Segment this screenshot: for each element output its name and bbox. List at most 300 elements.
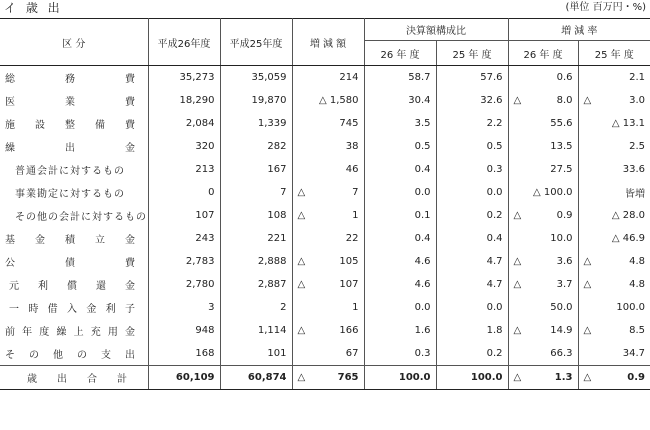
cell-h26-value: 0 xyxy=(208,187,215,198)
cell-comp26-value: 100.0 xyxy=(398,372,431,383)
cell-rate25-value: 2.1 xyxy=(629,72,646,83)
cell-rate26 xyxy=(508,250,578,273)
label-char: 歳 xyxy=(27,374,37,385)
cell-h26-value: 2,783 xyxy=(185,256,215,267)
cell-change xyxy=(292,227,364,250)
label-char: 前 xyxy=(5,327,15,338)
cell-rate26 xyxy=(508,112,578,135)
label-char: 出 xyxy=(65,143,75,154)
table-row xyxy=(0,342,650,366)
cell-h26-value: 320 xyxy=(195,141,215,152)
label-char: 業 xyxy=(65,97,75,108)
header-rate25: 25 年 度 xyxy=(578,41,650,66)
header-comp25: 25 年 度 xyxy=(436,41,508,66)
cell-h25-value: 2,888 xyxy=(257,256,287,267)
cell-comp26-value: 0.0 xyxy=(414,302,431,313)
label-char: 利 xyxy=(105,304,116,315)
cell-change xyxy=(292,204,364,227)
cell-rate25-mark: △ xyxy=(583,325,592,336)
cell-comp26 xyxy=(364,112,436,135)
header-category: 区 分 xyxy=(0,19,148,66)
cell-rate26 xyxy=(508,66,578,90)
cell-rate25-value: 33.6 xyxy=(622,164,646,175)
table-row xyxy=(0,204,650,227)
cell-h25-value: 35,059 xyxy=(251,72,287,83)
row-label-text xyxy=(5,370,127,385)
cell-comp25 xyxy=(436,342,508,366)
cell-h26 xyxy=(148,204,220,227)
cell-rate26 xyxy=(508,135,578,158)
cell-rate26 xyxy=(508,273,578,296)
row-label xyxy=(0,366,148,390)
label-char: 金 xyxy=(125,281,135,292)
cell-change-value: 22 xyxy=(345,233,359,244)
cell-h26-value: 35,273 xyxy=(179,72,215,83)
cell-rate25-mark: △ xyxy=(583,256,592,267)
cell-comp25 xyxy=(436,204,508,227)
cell-h25-value: 2 xyxy=(280,302,287,313)
header-rate: 増 減 率 xyxy=(508,19,650,41)
label-char: の xyxy=(29,350,39,361)
cell-rate25-value: △ 28.0 xyxy=(611,210,646,221)
cell-h25 xyxy=(220,296,292,319)
cell-h26-value: 107 xyxy=(195,210,215,221)
row-label xyxy=(0,135,148,158)
cell-h26-value: 60,109 xyxy=(175,372,215,383)
cell-comp25-value: 0.3 xyxy=(486,164,503,175)
cell-comp25 xyxy=(436,319,508,342)
label-char: 基 xyxy=(5,235,15,246)
cell-comp26 xyxy=(364,181,436,204)
cell-h26 xyxy=(148,342,220,366)
cell-h26 xyxy=(148,89,220,112)
cell-change-mark: △ xyxy=(297,256,306,267)
cell-rate25-value: 皆増 xyxy=(625,189,646,200)
cell-rate25-value: 0.9 xyxy=(627,372,646,383)
cell-h26 xyxy=(148,181,220,204)
cell-h26 xyxy=(148,296,220,319)
header-rate26: 26 年 度 xyxy=(508,41,578,66)
cell-rate26-value: △ 100.0 xyxy=(533,187,573,198)
row-label xyxy=(0,89,148,112)
cell-h25-value: 60,874 xyxy=(247,372,287,383)
label-char: 債 xyxy=(65,258,75,269)
row-label xyxy=(0,227,148,250)
cell-comp25-value: 100.0 xyxy=(470,372,503,383)
label-char: 施 xyxy=(5,120,15,131)
row-label-text xyxy=(5,323,135,338)
cell-change-value: 46 xyxy=(345,164,359,175)
cell-comp26-value: 58.7 xyxy=(408,72,431,83)
cell-rate25-mark: △ xyxy=(583,279,592,290)
cell-h26-value: 168 xyxy=(195,348,215,359)
label-char: 時 xyxy=(28,304,39,315)
label-char: 借 xyxy=(47,304,58,315)
label-char: 計 xyxy=(117,374,127,385)
cell-comp25 xyxy=(436,158,508,181)
cell-change xyxy=(292,89,364,112)
cell-h26 xyxy=(148,273,220,296)
cell-comp26 xyxy=(364,366,436,390)
row-label xyxy=(0,296,148,319)
cell-comp25-value: 0.5 xyxy=(486,141,503,152)
cell-comp25 xyxy=(436,112,508,135)
cell-h25-value: 101 xyxy=(267,348,287,359)
cell-comp26 xyxy=(364,135,436,158)
cell-h25-value: 2,887 xyxy=(257,279,287,290)
cell-h25 xyxy=(220,112,292,135)
cell-rate25 xyxy=(578,319,650,342)
cell-change xyxy=(292,250,364,273)
label-char: 金 xyxy=(125,143,135,154)
cell-h26 xyxy=(148,319,220,342)
cell-rate26-value: 66.3 xyxy=(550,348,573,359)
cell-change-value: 38 xyxy=(345,141,359,152)
row-label xyxy=(0,250,148,273)
row-label-text xyxy=(5,93,135,108)
label-char: 支 xyxy=(101,350,111,361)
cell-h25-value: 1,114 xyxy=(257,325,287,336)
cell-rate26 xyxy=(508,158,578,181)
row-label xyxy=(0,342,148,366)
cell-rate25 xyxy=(578,342,650,366)
cell-rate26 xyxy=(508,204,578,227)
cell-rate26-mark: △ xyxy=(513,95,522,106)
cell-rate26 xyxy=(508,89,578,112)
table-row xyxy=(0,135,650,158)
table-row xyxy=(0,319,650,342)
cell-change-value: 105 xyxy=(339,256,359,267)
cell-h25 xyxy=(220,66,292,90)
cell-h26-value: 948 xyxy=(195,325,215,336)
table-row xyxy=(0,112,650,135)
cell-comp25 xyxy=(436,227,508,250)
cell-h25-value: 19,870 xyxy=(251,95,287,106)
cell-comp26-value: 0.3 xyxy=(414,348,431,359)
cell-change xyxy=(292,135,364,158)
cell-comp26 xyxy=(364,227,436,250)
table-row xyxy=(0,89,650,112)
cell-comp26-value: 1.6 xyxy=(414,325,431,336)
cell-h26-value: 2,780 xyxy=(185,279,215,290)
cell-change-mark: △ xyxy=(297,372,306,383)
cell-h26 xyxy=(148,227,220,250)
cell-comp25 xyxy=(436,273,508,296)
row-label-text xyxy=(5,231,135,246)
cell-rate25-mark: △ xyxy=(583,95,592,106)
row-label-text xyxy=(5,277,135,292)
cell-comp25-value: 0.0 xyxy=(486,302,503,313)
label-char: 費 xyxy=(125,258,135,269)
label-char: 出 xyxy=(57,374,67,385)
cell-rate25 xyxy=(578,250,650,273)
cell-change-mark: △ xyxy=(297,279,306,290)
label-char: 備 xyxy=(95,120,105,131)
cell-change xyxy=(292,319,364,342)
cell-comp26 xyxy=(364,296,436,319)
cell-h25 xyxy=(220,319,292,342)
cell-rate25-value: 8.5 xyxy=(629,325,646,336)
cell-h26 xyxy=(148,135,220,158)
cell-change xyxy=(292,273,364,296)
cell-h26 xyxy=(148,366,220,390)
cell-comp25-value: 4.7 xyxy=(486,279,503,290)
cell-comp26 xyxy=(364,273,436,296)
cell-rate25 xyxy=(578,227,650,250)
header-comp26: 26 年 度 xyxy=(364,41,436,66)
row-label-text xyxy=(5,116,135,131)
label-char: 医 xyxy=(5,97,15,108)
table-row xyxy=(0,181,650,204)
label-char: 一 xyxy=(9,304,19,315)
cell-h25-value: 7 xyxy=(280,187,287,198)
cell-change xyxy=(292,181,364,204)
cell-comp26-value: 0.5 xyxy=(414,141,431,152)
cell-change-mark: △ xyxy=(297,210,306,221)
label-char: 総 xyxy=(5,74,15,85)
cell-change-value: 214 xyxy=(339,72,359,83)
row-label-text xyxy=(5,300,135,315)
cell-h25 xyxy=(220,366,292,390)
cell-change xyxy=(292,112,364,135)
cell-rate25 xyxy=(578,135,650,158)
cell-change xyxy=(292,296,364,319)
cell-h26 xyxy=(148,66,220,90)
cell-comp26-value: 3.5 xyxy=(414,118,431,129)
cell-comp25-value: 32.6 xyxy=(480,95,503,106)
cell-change-value: 765 xyxy=(337,372,359,383)
cell-change-value: 745 xyxy=(339,118,359,129)
cell-comp25 xyxy=(436,250,508,273)
cell-comp25 xyxy=(436,296,508,319)
label-char: 繰 xyxy=(5,143,15,154)
cell-comp26-value: 30.4 xyxy=(408,95,431,106)
row-label-text xyxy=(5,346,135,361)
cell-comp25-value: 0.2 xyxy=(486,210,503,221)
row-label-text xyxy=(5,208,147,223)
cell-rate26-value: 13.5 xyxy=(550,141,573,152)
cell-comp26 xyxy=(364,89,436,112)
table-row xyxy=(0,250,650,273)
header-h25: 平成25年度 xyxy=(220,19,292,66)
cell-change xyxy=(292,66,364,90)
cell-rate26-mark: △ xyxy=(513,279,522,290)
cell-rate26-mark: △ xyxy=(513,256,522,267)
cell-rate25 xyxy=(578,112,650,135)
label-char: 入 xyxy=(66,304,77,315)
cell-rate25 xyxy=(578,89,650,112)
cell-change xyxy=(292,158,364,181)
cell-comp26-value: 4.6 xyxy=(414,256,431,267)
cell-comp26-value: 4.6 xyxy=(414,279,431,290)
cell-h25 xyxy=(220,158,292,181)
cell-comp25-value: 1.8 xyxy=(486,325,503,336)
section-heading: イ 歳 出 xyxy=(4,1,63,15)
cell-rate25-value: 4.8 xyxy=(629,256,646,267)
cell-h25-value: 108 xyxy=(267,210,287,221)
cell-rate25-value: △ 46.9 xyxy=(611,233,646,244)
cell-rate25-value: 2.5 xyxy=(629,141,646,152)
cell-h25 xyxy=(220,227,292,250)
cell-rate25-value: △ 13.1 xyxy=(611,118,646,129)
cell-comp26 xyxy=(364,66,436,90)
cell-rate26-mark: △ xyxy=(513,325,522,336)
row-label xyxy=(0,319,148,342)
table-row xyxy=(0,227,650,250)
cell-rate26-mark: △ xyxy=(513,210,522,221)
cell-change-value: 7 xyxy=(352,187,359,198)
cell-comp26-value: 0.4 xyxy=(414,164,431,175)
label-char: 費 xyxy=(125,97,135,108)
cell-comp25 xyxy=(436,89,508,112)
label-char: 立 xyxy=(95,235,105,246)
cell-comp25-value: 0.4 xyxy=(486,233,503,244)
expenditure-table xyxy=(0,18,650,390)
cell-rate25 xyxy=(578,181,650,204)
row-label-text xyxy=(5,70,135,85)
cell-comp25-value: 0.0 xyxy=(486,187,503,198)
row-label-text xyxy=(5,254,135,269)
label-char: 金 xyxy=(86,304,97,315)
cell-comp26 xyxy=(364,204,436,227)
cell-comp25 xyxy=(436,181,508,204)
cell-rate26 xyxy=(508,296,578,319)
cell-change-value: 107 xyxy=(339,279,359,290)
cell-h26-value: 18,290 xyxy=(179,95,215,106)
cell-rate25 xyxy=(578,366,650,390)
label-char: 普通会計に対するもの xyxy=(15,166,125,177)
header-change: 増 減 額 xyxy=(292,19,364,66)
cell-comp25-value: 2.2 xyxy=(486,118,503,129)
row-label xyxy=(0,181,148,204)
cell-rate25-mark: △ xyxy=(583,372,592,383)
cell-h25 xyxy=(220,273,292,296)
cell-comp25 xyxy=(436,66,508,90)
row-label xyxy=(0,158,148,181)
label-char: 合 xyxy=(87,374,97,385)
cell-h25-value: 167 xyxy=(267,164,287,175)
label-char: 還 xyxy=(96,281,106,292)
label-char: 年 xyxy=(22,327,33,338)
cell-change-value: 1 xyxy=(352,302,359,313)
cell-rate25-value: 34.7 xyxy=(622,348,646,359)
label-char: 公 xyxy=(5,258,15,269)
label-char: 事業勘定に対するもの xyxy=(15,189,125,200)
cell-h25-value: 1,339 xyxy=(257,118,287,129)
label-char: 金 xyxy=(125,235,135,246)
label-char: 子 xyxy=(124,304,135,315)
cell-change xyxy=(292,366,364,390)
header-h26: 平成26年度 xyxy=(148,19,220,66)
cell-h26 xyxy=(148,158,220,181)
cell-comp25-value: 57.6 xyxy=(480,72,503,83)
cell-change xyxy=(292,342,364,366)
cell-h25 xyxy=(220,135,292,158)
label-char: 費 xyxy=(125,74,135,85)
label-char: 設 xyxy=(35,120,45,131)
cell-comp25 xyxy=(436,366,508,390)
cell-rate26-value: 0.6 xyxy=(556,72,573,83)
row-label xyxy=(0,273,148,296)
table-row xyxy=(0,66,650,90)
cell-h25 xyxy=(220,250,292,273)
cell-rate26-value: 1.3 xyxy=(554,372,573,383)
label-char: 元 xyxy=(9,281,19,292)
cell-comp26-value: 0.4 xyxy=(414,233,431,244)
cell-rate26-value: 0.9 xyxy=(556,210,573,221)
row-label xyxy=(0,204,148,227)
cell-change-value: △ 1,580 xyxy=(319,95,359,106)
row-label-text xyxy=(5,185,143,200)
cell-h26-value: 2,084 xyxy=(185,118,215,129)
cell-rate25 xyxy=(578,296,650,319)
cell-change-mark: △ xyxy=(297,325,306,336)
cell-change-value: 166 xyxy=(339,325,359,336)
cell-change-value: 1 xyxy=(352,210,359,221)
row-label xyxy=(0,112,148,135)
cell-comp26-value: 0.1 xyxy=(414,210,431,221)
cell-rate26-value: 8.0 xyxy=(556,95,573,106)
cell-comp25-value: 0.2 xyxy=(486,348,503,359)
cell-comp26 xyxy=(364,250,436,273)
cell-comp25-value: 4.7 xyxy=(486,256,503,267)
cell-rate26 xyxy=(508,366,578,390)
label-char: 上 xyxy=(73,327,84,338)
cell-comp26-value: 0.0 xyxy=(414,187,431,198)
table-row xyxy=(0,296,650,319)
cell-h26-value: 3 xyxy=(208,302,215,313)
cell-rate25-value: 3.0 xyxy=(629,95,646,106)
cell-h25-value: 221 xyxy=(267,233,287,244)
cell-h26 xyxy=(148,112,220,135)
cell-rate26-value: 50.0 xyxy=(550,302,573,313)
label-char: 用 xyxy=(107,327,118,338)
cell-h25 xyxy=(220,342,292,366)
label-char: その他の会計に対するもの xyxy=(15,212,147,223)
label-char: 金 xyxy=(124,327,135,338)
cell-comp25 xyxy=(436,135,508,158)
cell-rate26-value: 27.5 xyxy=(550,164,573,175)
cell-rate26 xyxy=(508,342,578,366)
cell-comp26 xyxy=(364,158,436,181)
label-char: 整 xyxy=(65,120,75,131)
cell-change-value: 67 xyxy=(345,348,359,359)
cell-rate26-value: 3.6 xyxy=(556,256,573,267)
label-char: 他 xyxy=(53,350,63,361)
cell-rate26-value: 14.9 xyxy=(550,325,573,336)
label-char: 務 xyxy=(65,74,75,85)
cell-comp26 xyxy=(364,319,436,342)
label-char: 度 xyxy=(39,327,50,338)
cell-rate26-value: 3.7 xyxy=(556,279,573,290)
cell-h26-value: 243 xyxy=(195,233,215,244)
cell-change-mark: △ xyxy=(297,187,306,198)
cell-h26 xyxy=(148,250,220,273)
label-char: の xyxy=(77,350,87,361)
table-body xyxy=(0,66,650,390)
table-row xyxy=(0,273,650,296)
label-char: 積 xyxy=(65,235,75,246)
cell-rate26 xyxy=(508,227,578,250)
label-char: 金 xyxy=(35,235,45,246)
header-composition: 決算額構成比 xyxy=(364,19,508,41)
cell-rate26 xyxy=(508,181,578,204)
label-char: 出 xyxy=(125,350,135,361)
cell-h26-value: 213 xyxy=(195,164,215,175)
cell-rate25-value: 100.0 xyxy=(616,302,646,313)
row-label xyxy=(0,66,148,90)
label-char: 繰 xyxy=(56,327,67,338)
